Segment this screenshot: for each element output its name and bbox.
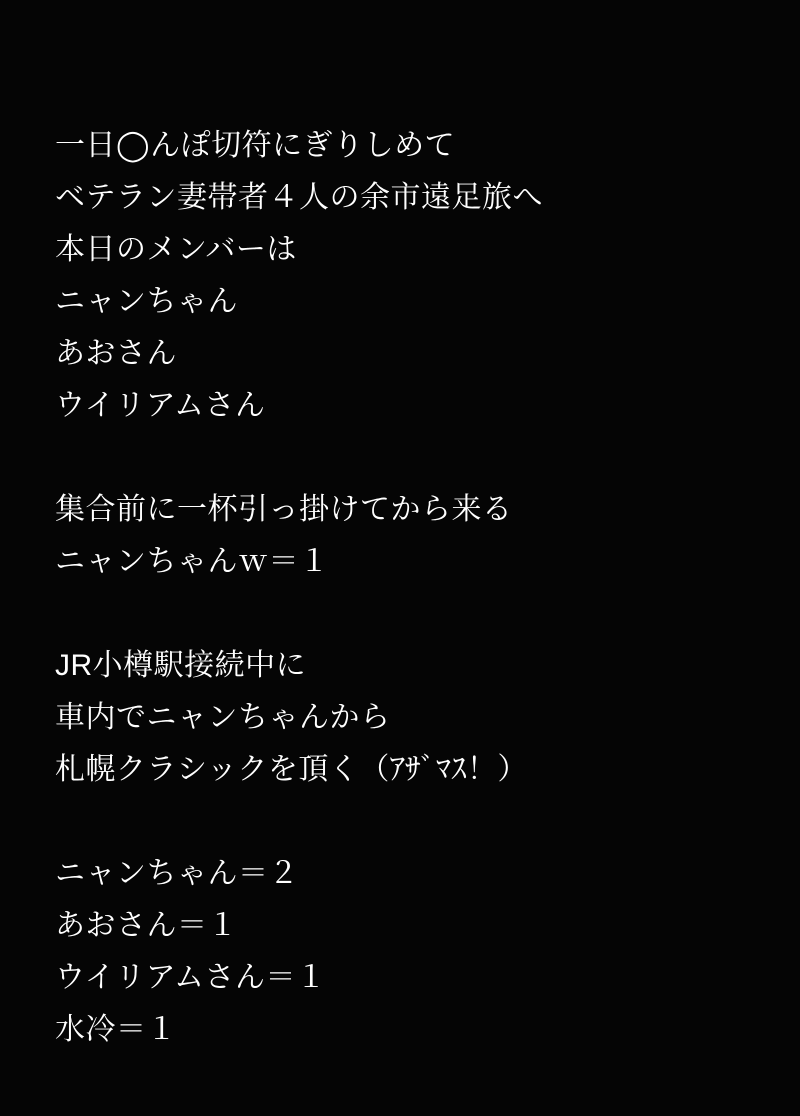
text-line: 本日のメンバーは: [55, 233, 297, 266]
text-line: ベテラン妻帯者４人の余市遠足旅へ: [55, 181, 543, 214]
text-line: ニャンちゃん＝２: [55, 857, 299, 890]
text-line: あおさん: [55, 337, 177, 370]
text-line: JR小樽駅接続中に: [55, 649, 307, 682]
text-line: 水冷＝１: [55, 1013, 177, 1046]
paragraph-pre-meeting-drink: [55, 484, 760, 588]
document-text: [55, 120, 760, 1056]
text-line: 集合前に一杯引っ掛けてから来る: [55, 493, 513, 526]
text-line: 札幌クラシックを頂く（ｱｻﾞﾏｽ！）: [55, 753, 528, 786]
text-line: 一日◯んぽ切符にぎりしめて: [55, 129, 456, 162]
text-line: ウイリアムさん: [55, 389, 266, 422]
text-line: ウイリアムさん＝１: [55, 961, 327, 994]
text-line: ニャンちゃん: [55, 285, 238, 318]
text-line: 車内でニャンちゃんから: [55, 701, 391, 734]
paragraph-drink-count-tally: [55, 848, 760, 1056]
paragraph-otaru-station: [55, 640, 760, 796]
text-line: あおさん＝１: [55, 909, 238, 942]
paragraph-intro-members: [55, 120, 760, 432]
text-line: ニャンちゃんｗ＝１: [55, 545, 330, 578]
